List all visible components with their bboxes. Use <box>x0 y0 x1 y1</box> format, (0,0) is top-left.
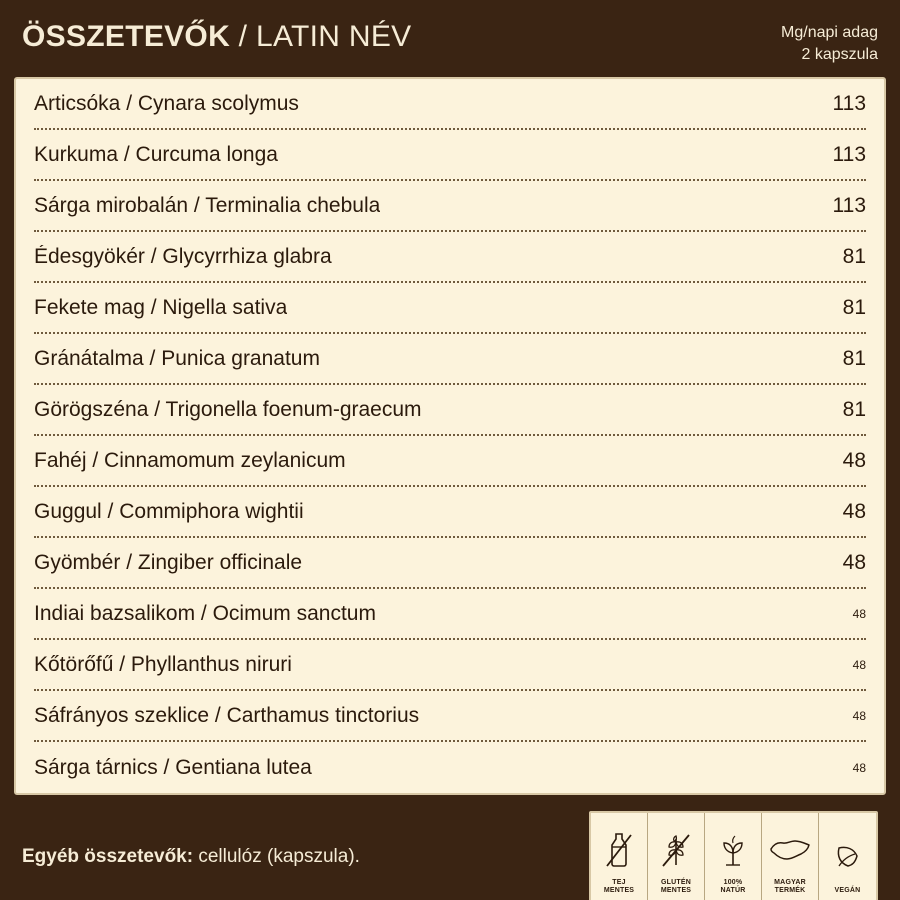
table-row <box>34 691 866 742</box>
table-row <box>34 232 866 283</box>
table-row <box>34 538 866 589</box>
table-row <box>34 385 866 436</box>
ingredient-name: Sáfrányos szeklice / Carthamus tinctorius <box>34 703 420 727</box>
badge-text: VEGÁN <box>834 887 861 895</box>
table-row <box>34 79 866 130</box>
ingredient-name: Gránátalma / Punica granatum <box>34 346 320 370</box>
other-ingredients-value: cellulóz (kapszula). <box>193 845 360 867</box>
hungary-map-icon <box>762 821 818 879</box>
badge-text: TEJ MENTES <box>603 878 635 895</box>
label-header <box>14 14 886 77</box>
title-latin-name: LATIN NÉV <box>255 20 412 53</box>
title-ingredients: ÖSSZETEVŐK <box>22 20 231 53</box>
badge-gluten-free <box>648 813 705 900</box>
certification-badges <box>589 811 878 900</box>
other-ingredients-label: Egyéb összetevők: <box>22 845 194 867</box>
table-row <box>34 589 866 640</box>
ingredient-amount: 48 <box>842 448 866 472</box>
page-title <box>22 20 411 53</box>
badge-text: MAGYAR TERMÉK <box>774 878 806 895</box>
ingredient-name: Guggul / Commiphora wightii <box>34 499 304 523</box>
ingredient-amount: 48 <box>852 606 866 621</box>
ingredient-name: Fekete mag / Nigella sativa <box>34 295 288 319</box>
ingredient-amount: 48 <box>852 708 866 723</box>
milk-bottle-crossed-icon <box>591 821 647 879</box>
wheat-crossed-icon <box>648 821 704 879</box>
table-row <box>34 334 866 385</box>
serving-unit <box>781 20 878 65</box>
badge-dairy-free <box>591 813 648 900</box>
table-row <box>34 181 866 232</box>
label-footer <box>14 795 886 900</box>
ingredient-name: Indiai bazsalikom / Ocimum sanctum <box>34 601 376 625</box>
ingredient-name: Édesgyökér / Glycyrrhiza glabra <box>34 244 332 268</box>
ingredient-name: Kurkuma / Curcuma longa <box>34 142 278 166</box>
badge-natural <box>705 813 762 900</box>
other-ingredients <box>22 845 360 870</box>
badge-text: 100% NATÚR <box>720 878 746 895</box>
table-row <box>34 130 866 181</box>
title-separator: / <box>230 20 256 53</box>
ingredient-amount: 81 <box>842 397 866 421</box>
table-row <box>34 283 866 334</box>
ingredient-amount: 81 <box>842 244 866 268</box>
ingredient-amount: 113 <box>832 142 866 166</box>
table-row <box>34 487 866 538</box>
ingredient-name: Sárga mirobalán / Terminalia chebula <box>34 193 381 217</box>
ingredient-name: Gyömbér / Zingiber officinale <box>34 550 303 574</box>
ingredient-name: Görögszéna / Trigonella foenum-graecum <box>34 397 422 421</box>
ingredient-amount: 113 <box>832 91 866 115</box>
badge-vegan <box>819 813 876 900</box>
table-row <box>34 742 866 793</box>
ingredient-amount: 48 <box>842 499 866 523</box>
ingredient-amount: 48 <box>842 550 866 574</box>
ingredient-name: Articsóka / Cynara scolymus <box>34 91 299 115</box>
ingredient-name: Kőtörőfű / Phyllanthus niruri <box>34 652 292 676</box>
ingredient-amount: 48 <box>852 760 866 775</box>
ingredient-amount: 48 <box>852 657 866 672</box>
ingredient-amount: 81 <box>842 346 866 370</box>
sprout-icon <box>705 821 761 879</box>
table-row <box>34 640 866 691</box>
table-row <box>34 436 866 487</box>
serving-unit-line2: 2 kapszula <box>801 45 878 63</box>
serving-unit-line1: Mg/napi adag <box>781 24 878 41</box>
ingredient-amount: 113 <box>832 193 866 217</box>
leaf-icon <box>819 821 876 887</box>
ingredients-table <box>14 77 886 795</box>
ingredient-name: Sárga tárnics / Gentiana lutea <box>34 755 312 779</box>
badge-text: GLUTÉN MENTES <box>660 878 692 895</box>
ingredient-name: Fahéj / Cinnamomum zeylanicum <box>34 448 346 472</box>
ingredient-amount: 81 <box>842 295 866 319</box>
badge-hungarian-product <box>762 813 819 900</box>
